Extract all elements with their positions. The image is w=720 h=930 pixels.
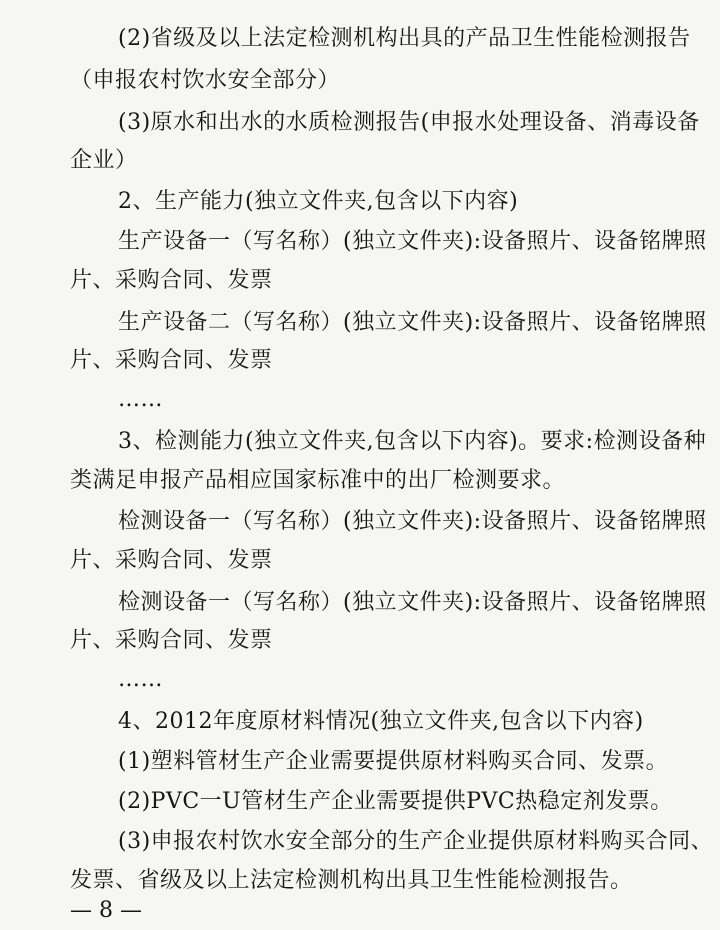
section-heading: 3、检测能力(独立文件夹,包含以下内容)。要求:检测设备种 — [118, 429, 707, 454]
ellipsis: …… — [118, 667, 163, 692]
text-line: 检测设备一（写名称）(独立文件夹):设备照片、设备铭牌照 — [118, 590, 707, 615]
page-number: — 8 — — [70, 898, 142, 923]
text-line: (2)PVC一U管材生产企业需要提供PVC热稳定剂发票。 — [118, 789, 673, 814]
text-line: 发票、省级及以上法定检测机构出具卫生性能检测报告。 — [70, 868, 633, 893]
text-line: (1)塑料管材生产企业需要提供原材料购买合同、发票。 — [118, 749, 669, 774]
section-heading: 4、2012年度原材料情况(独立文件夹,包含以下内容) — [118, 709, 644, 734]
text-line: 片、采购合同、发票 — [70, 628, 273, 653]
ellipsis: …… — [118, 387, 163, 412]
text-line: 生产设备二（写名称）(独立文件夹):设备照片、设备铭牌照 — [118, 310, 707, 335]
text-line: 片、采购合同、发票 — [70, 548, 273, 573]
text-line: (2)省级及以上法定检测机构出具的产品卫生性能检测报告 — [118, 26, 691, 51]
text-line: 检测设备一（写名称）(独立文件夹):设备照片、设备铭牌照 — [118, 509, 707, 534]
text-line: 企业） — [70, 148, 138, 173]
text-line: 片、采购合同、发票 — [70, 348, 273, 373]
text-line: （申报农村饮水安全部分） — [70, 68, 341, 93]
text-line: 片、采购合同、发票 — [70, 268, 273, 293]
section-heading: 2、生产能力(独立文件夹,包含以下内容) — [118, 189, 519, 214]
text-line: 类满足申报产品相应国家标准中的出厂检测要求。 — [70, 468, 566, 493]
text-line: 生产设备一（写名称）(独立文件夹):设备照片、设备铭牌照 — [118, 229, 707, 254]
text-line: (3)原水和出水的水质检测报告(申报水处理设备、消毒设备 — [118, 110, 700, 135]
text-line: (3)申报农村饮水安全部分的生产企业提供原材料购买合同、 — [118, 829, 714, 854]
